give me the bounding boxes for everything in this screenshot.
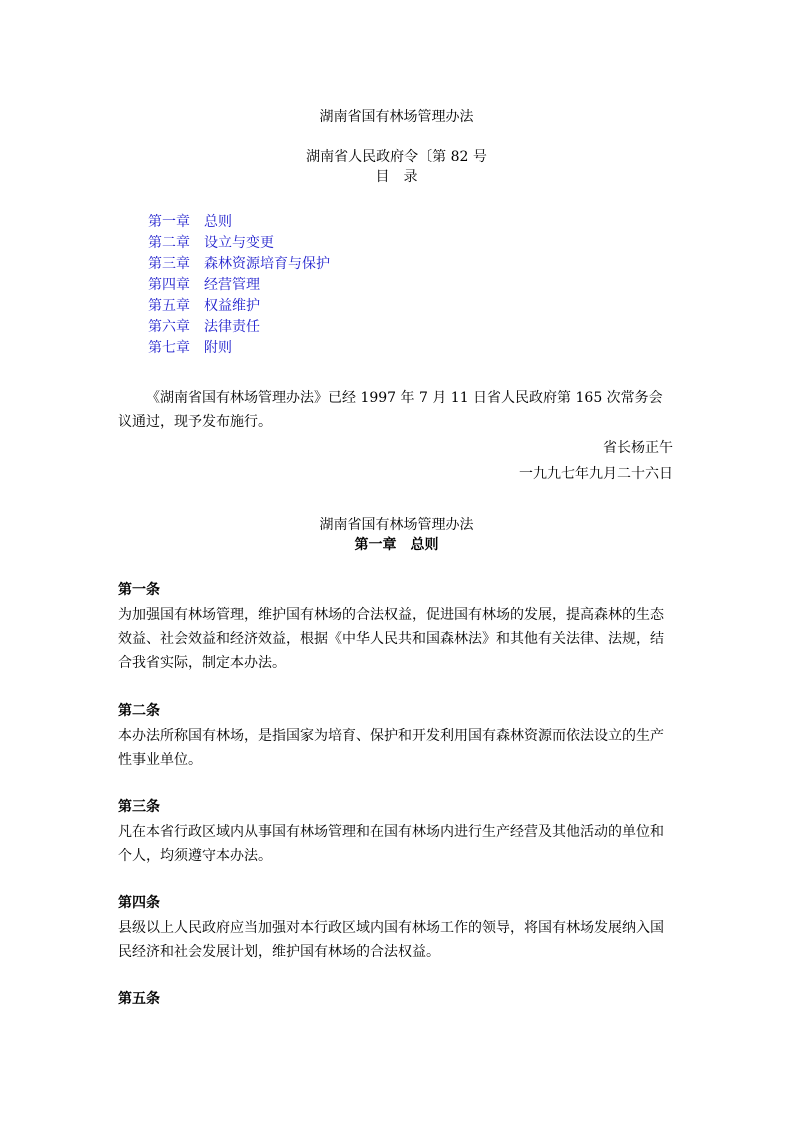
toc-chapter-title: 法律责任 <box>204 319 260 335</box>
toc-item-chapter-1[interactable] <box>148 212 330 233</box>
section-title: 湖南省国有林场管理办法 <box>319 517 474 533</box>
article-text: 县级以上人民政府应当加强对本行政区域内国有林场工作的领导，将国有林场发展纳入国民经济和社会发展计划，维护国有林场的合法权益。 <box>118 920 664 960</box>
document-title: 湖南省国有林场管理办法 <box>319 109 474 125</box>
article-text: 为加强国有林场管理，维护国有林场的合法权益，促进国有林场的发展，提高森林的生态效益、社会效益和经济效益，根据《中华人民共和国森林法》和其他有关法律、法规，结合我省实际，制定本办法。 <box>118 607 664 671</box>
article-heading: 第四条 <box>118 895 160 911</box>
toc-chapter-number: 第五章 <box>148 298 190 314</box>
toc-chapter-title: 经营管理 <box>204 277 260 293</box>
toc-link[interactable] <box>148 298 260 314</box>
promulgation-date: 一九九七年九月二十六日 <box>519 466 673 482</box>
toc-chapter-number: 第二章 <box>148 235 190 251</box>
chapter-title: 第一章 总则 <box>354 537 439 553</box>
toc-chapter-title: 权益维护 <box>204 298 260 314</box>
article-heading: 第三条 <box>118 799 160 815</box>
article-heading: 第二条 <box>118 703 160 719</box>
decree-number: 湖南省人民政府令〔第 82 号 <box>306 149 487 165</box>
toc-chapter-number: 第七章 <box>148 340 190 356</box>
toc-item-chapter-7[interactable] <box>148 338 330 359</box>
toc-chapter-number: 第四章 <box>148 277 190 293</box>
toc-link[interactable] <box>148 340 232 356</box>
toc-link[interactable] <box>148 235 274 251</box>
toc-link[interactable] <box>148 319 260 335</box>
toc-item-chapter-5[interactable] <box>148 296 330 317</box>
table-of-contents <box>148 212 330 359</box>
article-text: 凡在本省行政区域内从事国有林场管理和在国有林场内进行生产经营及其他活动的单位和个人，均须遵守本办法。 <box>118 824 664 864</box>
article-text: 本办法所称国有林场，是指国家为培育、保护和开发利用国有森林资源而依法设立的生产性事业单位。 <box>118 728 664 768</box>
toc-item-chapter-4[interactable] <box>148 275 330 296</box>
signer: 省长杨正午 <box>603 440 673 456</box>
toc-item-chapter-6[interactable] <box>148 317 330 338</box>
toc-item-chapter-2[interactable] <box>148 233 330 254</box>
toc-chapter-title: 森林资源培育与保护 <box>204 256 330 272</box>
toc-chapter-title: 附则 <box>204 340 232 356</box>
toc-chapter-title: 设立与变更 <box>204 235 274 251</box>
toc-heading: 目 录 <box>375 169 418 185</box>
toc-chapter-number: 第三章 <box>148 256 190 272</box>
promulgation-text: 《湖南省国有林场管理办法》已经 1997 年 7 月 11 日省人民政府第 165 次常务会议通过，现予发布施行。 <box>118 390 663 430</box>
article-heading: 第一条 <box>118 582 160 598</box>
article-heading: 第五条 <box>118 991 160 1007</box>
toc-link[interactable] <box>148 214 232 230</box>
toc-link[interactable] <box>148 277 260 293</box>
toc-item-chapter-3[interactable] <box>148 254 330 275</box>
toc-chapter-number: 第六章 <box>148 319 190 335</box>
toc-link[interactable] <box>148 256 330 272</box>
toc-chapter-number: 第一章 <box>148 214 190 230</box>
toc-chapter-title: 总则 <box>204 214 232 230</box>
